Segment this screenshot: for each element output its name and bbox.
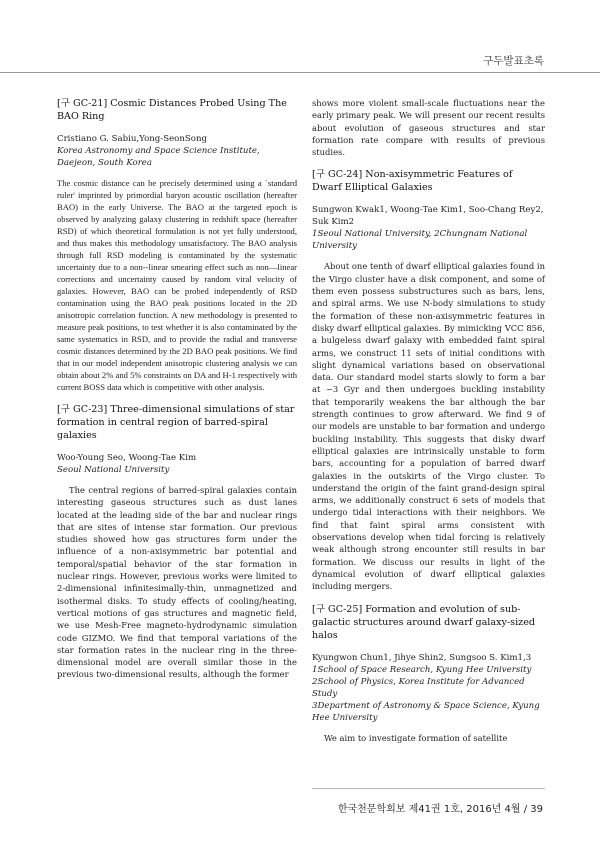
authors-gc21: Cristiano G. Sabiu,Yong-SeonSong	[57, 134, 207, 144]
affiliation-gc23: Seoul National University	[57, 465, 170, 475]
abstract-body-gc21: The cosmic distance can be precisely determined using a `standard ruler' imprinted by primordial baryon acoustic oscillation (hereafter BAO) in the early Universe. The BAO at the targeted epoch is observed by analyzing galaxy clustering in redshift space (hereafter RSD) of which theoretical formulation is not yet fully understood, and thus makes this methodology unsatisfactory. The BAO analysis through full RSD modeling is contaminated by the systematic uncertainty due to a non--linear smearing effect such as non—linear corrections and uncertainty caused by random viral velocity of galaxies. However, BAO can be probed independently of RSD contamination using the BAO peak positions located in the 2D anisotropic correlation function. A new methodology is presented to measure peak positions, to test whether it is also contaminated by the same systematics in RSD, and to provide the radial and transverse cosmic distances determined by the 2D BAO peak positions. We find that in our model independent anisotropic clustering analysis we can obtain about 2% and 5% constraints on DA and H-1 respectively with current BOSS data which is competitive with other analysis.	[57, 178, 297, 392]
authors-gc23: Woo-Young Seo, Woong-Tae Kim	[57, 453, 197, 463]
right-column	[312, 97, 545, 744]
affiliation-gc25-1: 1School of Space Research, Kyung Hee University	[312, 664, 532, 675]
abstract-body-gc23: The central regions of barred-spiral galaxies contain interesting gaseous structures such as dust lanes located at the leading side of the bar and nuclear rings that are sites of intense star formation. Our previous studies showed how gas structures form under the influence of a non-axisymmetric bar potential and temporal/spatial behavior of the star formation in nuclear rings. However, previous works were limited to 2-dimensional infinitesimally-thin, unmagnetized and isothermal disks. To study effects of cooling/heating, vertical motions of gas structures and magnetic field, we use Mesh-Free magneto-hydrodynamic simulation code GIZMO. We find that temporal variations of the star formation rates in the nuclear ring in the three-dimensional model are overall similar those in the previous two-dimensional results, although the former	[57, 485, 297, 680]
authors-gc25: Kyungwon Chun1, Jihye Shin2, Sungsoo S. Kim1,3	[312, 652, 532, 663]
left-column	[57, 97, 297, 681]
header-rule	[0, 72, 600, 73]
abstract-title-gc21: [구 GC-21] Cosmic Distances Probed Using The BAO Ring	[57, 98, 287, 122]
abstract-title-gc23: [구 GC-23] Three-dimensional simulations of star formation in central region of barred-spiral galaxies	[57, 404, 295, 441]
abstract-title-gc24: [구 GC-24] Non-axisymmetric Features of Dwarf Elliptical Galaxies	[312, 169, 513, 194]
footer-rule	[312, 788, 545, 789]
abstract-body-gc24: About one tenth of dwarf elliptical galaxies found in the Virgo cluster have a disk component, and some of them even possess substructures such as bars, lens, and spiral arms. We use N-body simulations to study the formation of these non-axisymmetric features in disky dwarf elliptical galaxies. By mimicking VCC 856, a bulgeless dwarf galaxy with embedded faint spiral arms, we construct 11 sets of initial conditions with slight dynamical variations based on observational data. Our standard model starts slowly to form a bar at ~3 Gyr and then undergoes buckling instability that temporarily weakens the bar although the bar strength continues to grow afterward. We find 9 of our models are unstable to bar formation and undergo buckling instability. This suggests that disky dwarf elliptical galaxies are intrinsically unstable to form bars, accounting for a population of barred dwarf galaxies in the outskirts of the Virgo cluster. To understand the origin of the faint grand-design spiral arms, we additionally construct 6 sets of models that undergo tidal interactions with their neighbors. We find that faint spiral arms consistent with observations develop when tidal forcing is relatively weak although strong encounter still results in bar formation. We discuss our results in light of the dynamical evolution of dwarf elliptical galaxies including mergers.	[312, 261, 545, 592]
affiliation-gc21: Korea Astronomy and Space Science Institute, Daejeon, South Korea	[57, 146, 260, 168]
section-header-label: 구두발표초록	[483, 55, 544, 67]
journal-footer: 한국천문학회보 제41권 1호, 2016년 4월 / 39	[337, 804, 543, 815]
affiliation-gc24: 1Seoul National University, 2Chungnam National University	[312, 229, 528, 252]
authors-gc24: Sungwon Kwak1, Woong-Tae Kim1, Soo-Chang Rey2, Suk Kim2	[312, 205, 544, 228]
affiliation-gc25-3: 3Department of Astronomy & Space Science, Kyung Hee University	[312, 700, 540, 723]
affiliation-gc25-2: 2School of Physics, Korea Institute for Advanced Study	[312, 676, 525, 699]
abstract-body-gc25: We aim to investigate formation of satellite	[324, 732, 508, 743]
continued-text-gc23: shows more violent small-scale fluctuations near the early primary peak. We will present our recent results about evolution of gaseous structures and star formation rate compare with results of previous studies.	[312, 98, 545, 158]
abstract-title-gc25: [구 GC-25] Formation and evolution of sub-galactic structures around dwarf galaxy-sized halos	[312, 603, 536, 641]
